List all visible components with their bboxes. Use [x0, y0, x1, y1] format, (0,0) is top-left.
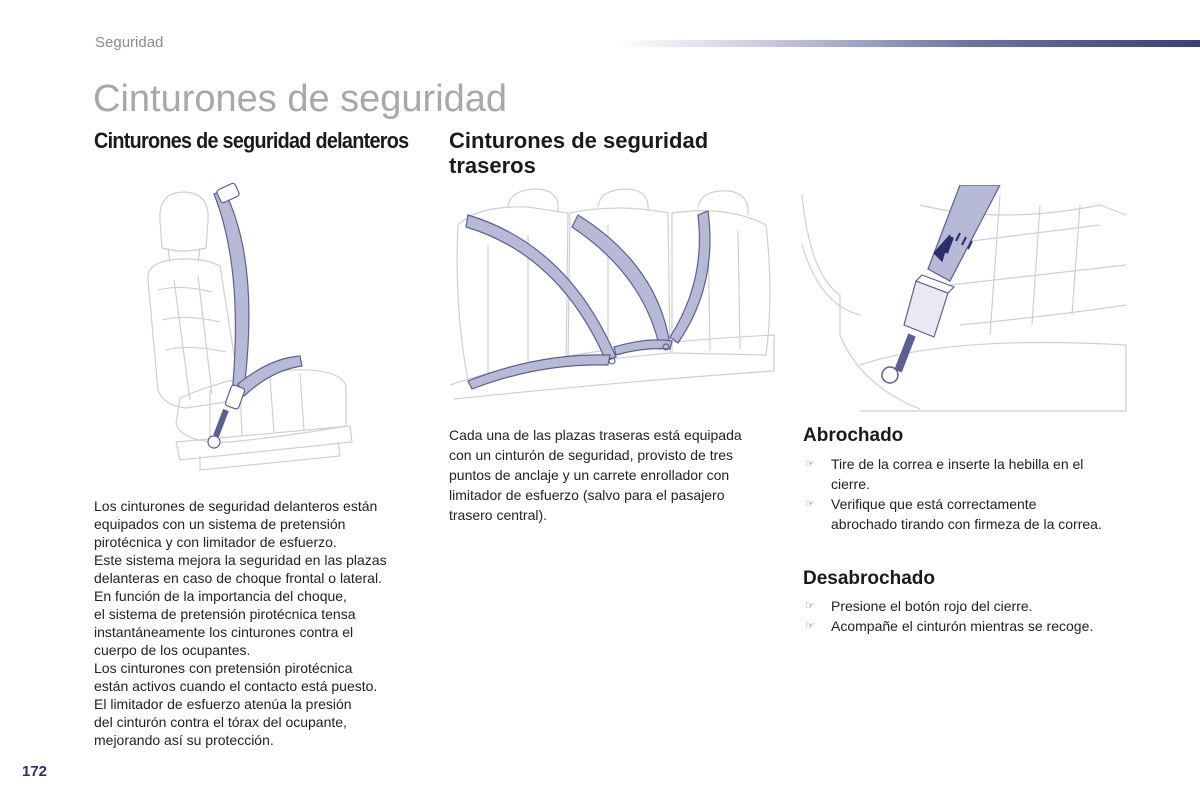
- front-text-line: instantáneamente los cinturones contra el: [94, 624, 354, 640]
- desabrochado-heading: Desabrochado: [803, 568, 935, 589]
- front-text-line: cuerpo de los ocupantes.: [94, 642, 251, 658]
- pointing-hand-icon: ☞: [805, 458, 815, 470]
- abrochado-step: [803, 494, 1143, 534]
- page-number: 172: [22, 763, 48, 780]
- front-belts-heading: Cinturones de seguridad delanteros: [94, 128, 409, 153]
- front-belts-description: [94, 497, 424, 749]
- front-text-line: El limitador de esfuerzo atenúa la presión: [94, 696, 352, 712]
- front-text-line: Los cinturones de seguridad delanteros están: [94, 498, 378, 514]
- rear-belts-heading: [449, 128, 779, 178]
- front-text-line: el sistema de pretensión pirotécnica tensa: [94, 606, 356, 622]
- abrochado-steps: [803, 454, 1143, 534]
- step-text: Tire de la correa e inserte la hebilla en el: [831, 456, 1084, 472]
- page-title: Cinturones de seguridad: [93, 78, 508, 120]
- rear-text-line: trasero central).: [449, 507, 548, 523]
- front-text-line: delanteras en caso de choque frontal o lateral.: [94, 570, 382, 586]
- rear-heading-line: traseros: [449, 153, 536, 178]
- step-text: abrochado tirando con firmeza de la correa.: [831, 516, 1102, 532]
- rear-text-line: con un cinturón de seguridad, provisto de tres: [449, 447, 734, 463]
- rear-belts-description: [449, 425, 779, 525]
- step-text: Presione el botón rojo del cierre.: [831, 598, 1033, 614]
- rear-heading-line: Cinturones de seguridad: [449, 128, 709, 153]
- front-text-line: pirotécnica y con limitador de esfuerzo.: [94, 534, 337, 550]
- front-text-line: Este sistema mejora la seguridad en las plazas: [94, 552, 387, 568]
- abrochado-step: [803, 454, 1143, 494]
- front-text-line: del cinturón contra el tórax del ocupante,: [94, 714, 347, 730]
- front-text-line: están activos cuando el contacto está puesto.: [94, 678, 378, 694]
- front-text-line: Los cinturones con pretensión pirotécnica: [94, 660, 353, 676]
- desabrochado-step: [803, 596, 1143, 616]
- rear-text-line: limitador de esfuerzo (salvo para el pasajero: [449, 487, 725, 503]
- desabrochado-step: [803, 616, 1143, 636]
- pointing-hand-icon: ☞: [805, 498, 815, 510]
- step-text: Verifique que está correctamente: [831, 496, 1037, 512]
- pointing-hand-icon: ☞: [805, 620, 815, 632]
- belt-buckle-illustration: [800, 185, 1130, 415]
- rear-text-line: puntos de anclaje y un carrete enrollador con: [449, 467, 730, 483]
- front-seat-belt-illustration: [140, 180, 365, 480]
- pointing-hand-icon: ☞: [805, 600, 815, 612]
- abrochado-heading: Abrochado: [803, 425, 904, 446]
- rear-text-line: Cada una de las plazas traseras está equipada: [449, 427, 742, 443]
- step-text: Acompañe el cinturón mientras se recoge.: [831, 618, 1094, 634]
- rear-seat-belts-illustration: [448, 185, 778, 400]
- front-text-line: equipados con un sistema de pretensión: [94, 516, 346, 532]
- front-text-line: mejorando así su protección.: [94, 732, 274, 748]
- step-text: cierre.: [831, 476, 870, 492]
- header-gradient-bar: [620, 40, 1200, 47]
- section-label: Seguridad: [95, 34, 164, 51]
- desabrochado-steps: [803, 596, 1143, 636]
- front-text-line: En función de la importancia del choque,: [94, 588, 347, 604]
